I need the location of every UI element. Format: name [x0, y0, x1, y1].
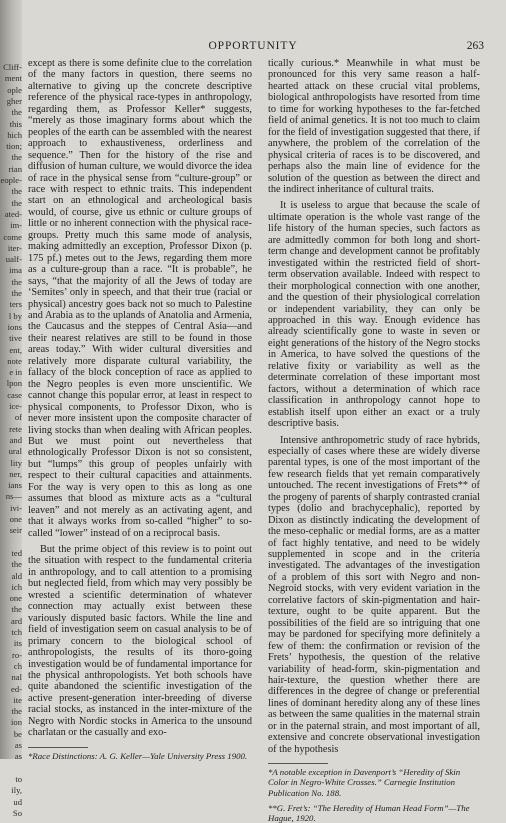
- gutter-text-fragment: ural: [8, 446, 22, 457]
- gutter-text-fragment: ice-: [9, 401, 22, 411]
- gutter-text-fragment: ualf-: [5, 254, 22, 265]
- gutter-text-fragment: ich: [11, 581, 22, 592]
- gutter-text-fragment: ed-: [11, 683, 22, 694]
- gutter-text-fragment: tive: [9, 333, 22, 344]
- page-title: OPPORTUNITY: [208, 40, 298, 52]
- gutter-text-fragment: ch: [13, 660, 22, 671]
- gutter-text-fragment: and: [9, 434, 22, 445]
- gutter-text-fragment: So: [12, 807, 22, 818]
- gutter-text-fragment: ople: [7, 84, 22, 95]
- gutter-text-fragment: im-: [10, 220, 22, 231]
- gutter-text-fragment: the: [11, 186, 22, 197]
- gutter-text-fragment: nal: [11, 672, 22, 683]
- gutter-text-fragment: case: [7, 389, 22, 400]
- gutter-text-fragment: the: [11, 604, 22, 615]
- gutter-text-fragment: as: [14, 740, 22, 750]
- gutter-text-fragment: ted: [11, 547, 22, 558]
- left-paragraph-1: except as there is some definite clue to the correlation of the many factors in question, there seems no alternative to giving up the concrete descriptive reference of the physical race-types in anthropology, regarding them, as Professor Keller* suggests, “merely as those imaginary forms about which the peoples of the earth can be assembled with the nearest approach to exhaustiveness, orderliness and sequence.” Then for the history of the rise and diffusion of human culture, we would divorce the idea of race in the physical sense from “culture-group” or race with respect to ethnic traits. This independent start on an ethnological and archeological basis would, of course, give us ethnic or culture groups of little or no inherent connection with the physical race-groups. Pretty much this same mode of analysis, making admittedly an exception, Professor Dixon (p. 175 pf.) metes out to the Jews, regarding them more as a culture-group than a race. “It is probable”, he says, “that the majority of all the Jews of today are ‘Semites’ only in speech, and that their true (racial or physical) ancestry goes back not so much to Palestine and Arabia as to the uplands of Anatolia and Armenia, the Caucasus and the steppes of Central Asia—and their nearest relatives are still to be found in those areas today.” With wider cultural diversities and relatively more disparate cultural variability, the fallacy of the block conception of race as applied to the Negro peoples is even more unscientific. We cannot change this popular error, at least in respect to physical components, to Professor Dixon, who is never more insistent upon the composite character of living stocks than when dealing with African peoples. But we must point out nevertheless that ethnologically Professor Dixon is not so consistent, but “lumps” this group of peoples unfairly with respect to their cultural capacities and attainments. For the way is very open to this as long as one assumes that blood as mixture acts as a “cultural leaven” and not merely as an activating agent, and that it always works from so-called “higher” to so-called “lower” instead of on a reciprocal basis.: [28, 58, 252, 539]
- gutter-text-fragment: ner,: [9, 468, 22, 479]
- gutter-text-fragment: ters: [9, 299, 22, 310]
- footnote-rule: [28, 747, 88, 748]
- gutter-text-fragment: tion;: [6, 141, 22, 152]
- gutter-text-fragment: the: [11, 276, 22, 287]
- gutter-text-fragment: iter-: [7, 242, 22, 253]
- gutter-text-fragment: note: [7, 355, 22, 366]
- gutter-text-fragment: ro-: [11, 649, 22, 660]
- gutter-text-fragment: ians: [8, 480, 22, 491]
- gutter-text-fragment: ima: [9, 265, 22, 276]
- right-paragraph-1: tically curious.* Meanwhile in what must be pronounced for this very same reason a half-hearted attack on these crucial vital problems, biological anthropologists have resorted from time to time for working hypotheses to the far-fetched field of animal genetics. It is not too much to claim for the field of investigation suggested that there, if anywhere, the problem of the correlation of the physical criteria of races is to be discovered, and perhaps also the main line of evidence for the solution of the question as between the direct and the indirect inheritance of cultural traits.: [268, 58, 480, 195]
- gutter-text-fragment: the: [11, 706, 22, 717]
- left-column: [28, 58, 252, 761]
- right-column: [268, 58, 480, 823]
- right-footnote-2: **G. Fret’s: “The Heredity of Human Head Form”—The Hague, 1920.: [268, 802, 470, 823]
- gutter-text-fragment: hich: [7, 129, 22, 140]
- gutter-text-fragment: ite: [13, 694, 22, 705]
- gutter-text-fragment: the: [11, 107, 22, 118]
- gutter-text-fragment: the: [11, 288, 22, 298]
- gutter-text-fragment: be: [13, 728, 22, 739]
- adjacent-page-gutter: [0, 0, 22, 818]
- gutter-text-fragment: gher: [6, 95, 22, 106]
- gutter-text-fragment: ud: [13, 796, 22, 807]
- gutter-text-fragment: ated-: [4, 208, 22, 219]
- left-paragraph-2: But the prime object of this review is to point out the situation with respect to the fundamental criteria in anthropology, and to call attention to a promising but neglected field, from which may very possibly be wrested a scientific determination of whatever connection may actually exist between these variously disputed basic factors. While the line and field of investigation seem on casual analysis to be of primary concern to the biological school of anthropologists, the results of its thoro-going investigation would be of fundamental importance for the physical anthropologists. Yet both schools have quite abandoned the scientific investigation of the active present-generation inter-breeding of diverse racial stocks, as instanced in the inter-mixture of the Negro with Nordic stocks in America to the unsound charlatan or the casually and exo-: [28, 544, 252, 739]
- gutter-text-fragment: ald: [11, 570, 22, 581]
- gutter-text-fragment: this: [9, 118, 22, 129]
- gutter-text-fragment: its: [13, 638, 22, 649]
- gutter-text-fragment: l by: [8, 310, 22, 321]
- gutter-text-fragment: ard: [11, 615, 22, 626]
- right-footnote-1: *A notable exception in Davenport’s “Heredity of Skin Color in Negro-White Crosses.” Carnegie Institution Publication No. 188.: [268, 767, 461, 798]
- gutter-text-fragment: lpon: [6, 378, 22, 389]
- gutter-text-fragment: ions: [7, 321, 22, 332]
- left-footnote: *Race Distinctions: A. G. Keller—Yale University Press 1900.: [28, 750, 248, 761]
- gutter-text-fragment: as: [14, 751, 22, 762]
- gutter-text-fragment: the: [11, 152, 22, 163]
- gutter-text-fragment: Cliff-: [3, 62, 22, 72]
- gutter-text-fragment: e in: [9, 367, 22, 378]
- gutter-text-fragment: one: [9, 593, 22, 604]
- gutter-text-fragment: one: [9, 514, 22, 524]
- gutter-text-fragment: lity: [10, 457, 22, 468]
- gutter-text-fragment: ns—: [5, 491, 22, 502]
- gutter-text-fragment: the: [11, 559, 22, 570]
- gutter-text-fragment: tch: [11, 627, 22, 637]
- gutter-text-fragment: ment: [4, 73, 22, 84]
- gutter-text-fragment: ivi-: [10, 502, 22, 513]
- gutter-text-fragment: seir: [9, 525, 22, 536]
- running-header: [22, 40, 484, 54]
- gutter-text-fragment: ent,: [9, 344, 22, 355]
- gutter-text-fragment: come: [3, 231, 22, 242]
- gutter-text-fragment: eople-: [0, 175, 22, 185]
- gutter-text-fragment: ily,: [11, 785, 22, 796]
- gutter-text-fragment: the: [11, 197, 22, 208]
- gutter-text-fragment: ion: [11, 717, 22, 728]
- page-number: 263: [466, 40, 484, 52]
- footnote-rule: [268, 763, 328, 764]
- right-paragraph-2: It is useless to argue that because the scale of ultimate operation is the whole vast range of the life history of the human species, such factors as are admittedly common for both long and short-term change and development cannot be profitably investigated within the restricted field of short-term observation available. Indeed with respect to their morphological connection with one another, and the question of their physiological correlation or independent variability, they can only be approached in this way. Enough evidence has already scientifically gone to waste in seven or eight generations of the history of the Negro stocks in America, to have solved the questions of the relative fixity or variability as well as the determinate correlation of these important most factors, without a determination of which race classification in anthropology cannot hope to establish itself upon either an exact or a truly descriptive basis.: [268, 200, 480, 430]
- gutter-text-fragment: of: [14, 412, 22, 423]
- right-paragraph-3: Intensive anthropometric study of race hybrids, especially of cases where these are widely diverse parental types, is one of the most important of the few research fields that yet remain comparatively untouched. The recent investigations of Frets** of the progeny of parents of sharply contrasted cranial types (dolio and brachycephalic), reported by Dixon as distinctly indicating the development of the meso-cephalic or medial forms, are as a matter of fact highly tentative, and need to be widely supplemented in scope and in the criteria investigated. The advantages of the investigation of a problem of this sort with Negro and non-Negroid stocks, with very evident variation in the correlative factors of skin-pigmentation and hair-texture, ought to be quite apparent. But the possibilities of the field are so intriguing that one may be pardoned for specifying more definitely a few of them: the confirmation or revision of the Frets’ hypothesis, the question of the relative variability of head-form, skin-pigmentation and hair-texture, the question whether there are differences in the degree of change or preferential lines of dominant heredity along any of these lines as between the same qualities in the maternal strain or in the paternal strain, and most important of all, extensive and concrete observational investigation of the hypothesis: [268, 434, 480, 755]
- gutter-text-fragment: to: [15, 773, 22, 784]
- gutter-text-fragment: rian: [8, 163, 22, 174]
- gutter-text-fragment: rete: [9, 423, 22, 434]
